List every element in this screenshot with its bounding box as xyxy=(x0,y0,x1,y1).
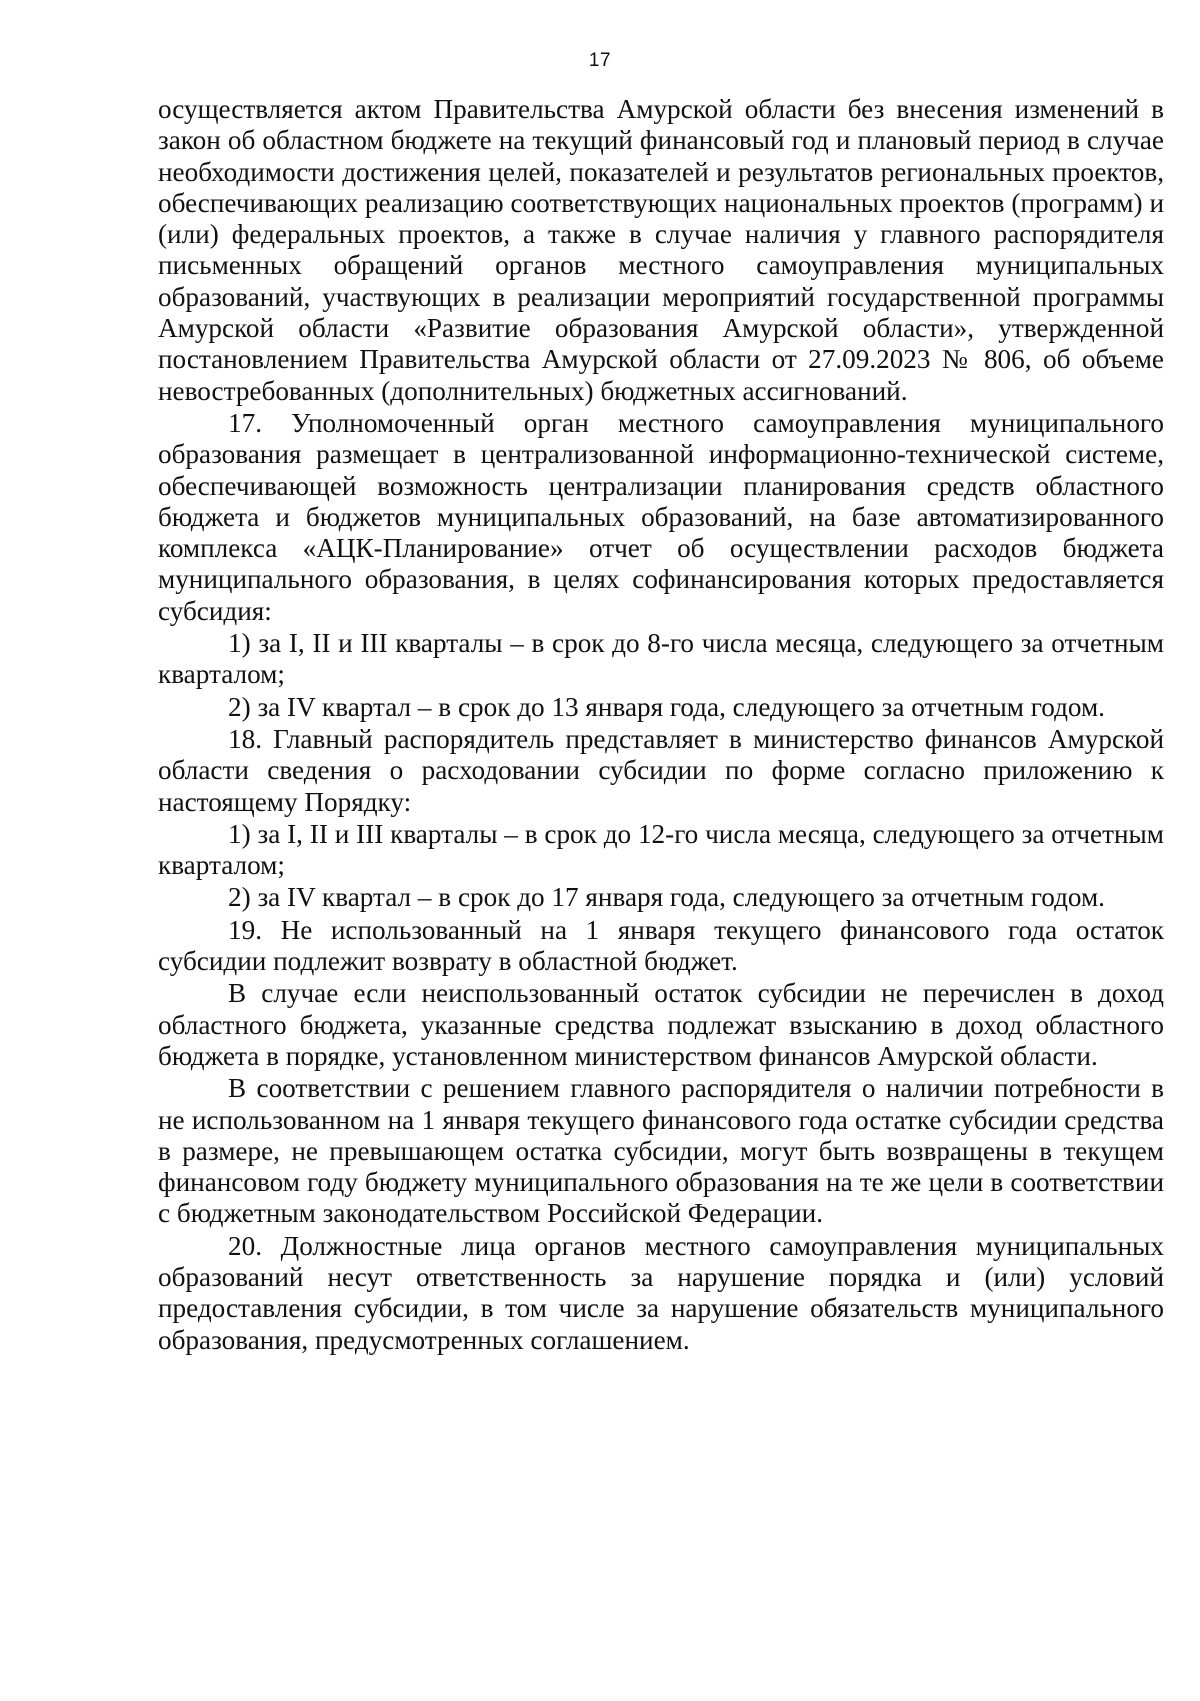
paragraph-item-17-subitem-1: 1) за I, II и III кварталы – в срок до 8-го числа месяца, следующего за отчетным кварталом; xyxy=(158,628,1164,690)
paragraph-item-20: 20. Должностные лица органов местного самоуправления муниципальных образований несут ответственность за нарушение порядка и (или) условий предоставления субсидии, в том числе за нарушение обязательств муниципального образования, предусмотренных соглашением. xyxy=(158,1230,1164,1355)
paragraph-item-17: 17. Уполномоченный орган местного самоуправления муниципального образования размещает в централизованной информационно-технической системе, обеспечивающей возможность централизации планирования средств областного бюджета и бюджетов муниципальных образований, на базе автоматизированного комплекса «АЦК-Планирование» отчет об осуществлении расходов бюджета муниципального образования, в целях софинансирования которых предоставляется субсидия: xyxy=(158,407,1164,626)
paragraph-item-18-subitem-2: 2) за IV квартал – в срок до 17 января года, следующего за отчетным годом. xyxy=(228,882,1105,913)
paragraph-item-18: 18. Главный распорядитель представляет в министерство финансов Амурской области сведения о расходовании субсидии по форме согласно приложению к настоящему Порядку: xyxy=(158,723,1164,817)
page-number: 17 xyxy=(588,50,612,71)
paragraph-item-18-subitem-1: 1) за I, II и III кварталы – в срок до 12-го числа месяца, следующего за отчетным кварталом; xyxy=(158,818,1164,881)
paragraph-item-19-reuse-clause: В соответствии с решением главного распорядителя о наличии потребности в не использованном на 1 января текущего финансового года остатке субсидии средства в размере, не превышающем остатка субсидии, могут быть возвращены в текущем финансовом году бюджету муниципального образования на те же цели в соответствии с бюджетным законодательством Российской Федерации. xyxy=(158,1073,1164,1229)
paragraph-item-17-subitem-2: 2) за IV квартал – в срок до 13 января года, следующего за отчетным годом. xyxy=(228,691,1105,722)
paragraph-item-19-return-clause: В случае если неиспользованный остаток субсидии не перечислен в доход областного бюджета, указанные средства подлежат взысканию в доход областного бюджета в порядке, установленном министерством финансов Амурской области. xyxy=(158,978,1164,1071)
document-body xyxy=(158,94,1164,1357)
paragraph-item-19: 19. Не использованный на 1 января текущего финансового года остаток субсидии подлежит возврату в областной бюджет. xyxy=(158,914,1164,977)
paragraph-continuation: осуществляется актом Правительства Амурской области без внесения изменений в закон об областном бюджете на текущий финансовый год и плановый период в случае необходимости достижения целей, показателей и результатов региональных проектов, обеспечивающих реализацию соответствующих национальных проектов (программ) и (или) федеральных проектов, а также в случае наличия у главного распорядителя письменных обращений органов местного самоуправления муниципальных образований, участвующих в реализации мероприятий государственной программы Амурской области «Развитие образования Амурской области», утвержденной постановлением Правительства Амурской области от 27.09.2023 № 806, об объеме невостребованных (дополнительных) бюджетных ассигнований. xyxy=(158,94,1164,406)
